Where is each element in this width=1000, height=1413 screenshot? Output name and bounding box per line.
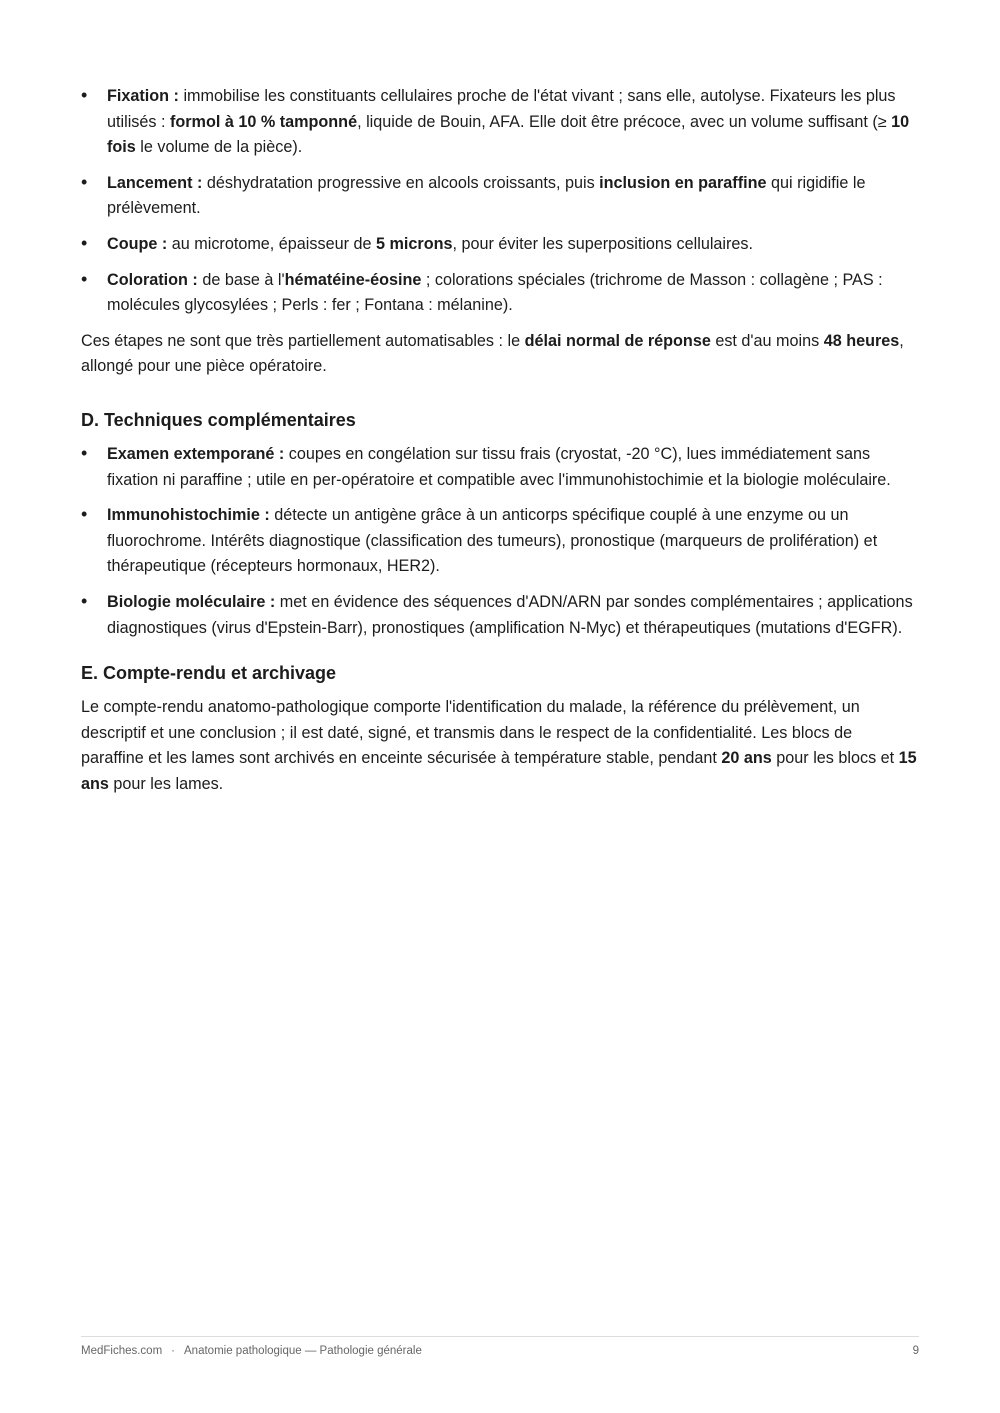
text-run: de base à l' <box>197 270 285 289</box>
bold-text-run: Fixation : <box>107 87 179 105</box>
text-run: qui rigidifie le prélèvement. <box>107 173 866 218</box>
list-item <box>81 171 919 222</box>
text-run: coupes en congélation sur tissu frais (cryostat, -20 °C), lues immédiatement sans fixation ni paraffine ; utile en per-opératoire et compatible avec l'immunohistochimie et la biologie moléculaire. <box>107 444 891 489</box>
bold-text-run: Coupe : <box>107 234 168 253</box>
bold-text-run: 10 fois <box>107 112 910 157</box>
document-page <box>81 84 919 797</box>
list-item <box>81 268 919 319</box>
text-run: , pour éviter les superpositions cellulaires. <box>452 234 753 253</box>
footer-site: MedFiches.com <box>81 1345 163 1357</box>
text-run: détecte un antigène grâce à un anticorps spécifique couplé à une enzyme ou un fluorochrome. Intérêts diagnostique (classification des tumeurs), pronostique (marqueurs de prolifération) et thérapeutique (récepteurs hormonaux, HER2). <box>107 506 878 576</box>
text-run: déshydratation progressive en alcools croissants, puis <box>202 173 600 192</box>
bold-text-run: Immunohistochimie : <box>107 506 270 525</box>
bold-text-run: Lancement : <box>107 173 203 192</box>
list-item <box>81 590 919 641</box>
text-run: immobilise les constituants cellulaires proche de l'état vivant ; sans elle, autolyse. Fixateurs les plus utilisés : <box>107 87 896 131</box>
text-run: est d'au moins <box>710 331 824 350</box>
bold-text-run: 5 microns <box>376 234 453 253</box>
text-run: ; colorations spéciales (trichrome de Masson : collagène ; PAS : molécules glycosylées ; Perls : fer ; Fontana : mélanine). <box>107 270 883 315</box>
bold-text-run: formol à 10 % tamponné <box>169 112 358 131</box>
text-run: le volume de la pièce). <box>135 138 303 157</box>
report-archiving-paragraph <box>81 695 919 797</box>
footer-source <box>81 1345 422 1357</box>
text-run: pour les blocs et <box>771 749 899 768</box>
text-run: , liquide de Bouin, AFA. Elle doit être précoce, avec un volume suffisant (≥ <box>357 112 892 131</box>
section-e-heading: E. Compte-rendu et archivage <box>81 663 337 684</box>
text-run: met en évidence des séquences d'ADN/ARN par sondes complémentaires ; applications diagnostiques (virus d'Epstein-Barr), pronostiques (amplification N-Myc) et thérapeutiques (mutations d'EGFR). <box>107 592 913 637</box>
page-number: 9 <box>912 1345 919 1357</box>
page-footer <box>81 1336 919 1357</box>
footer-subject: Anatomie pathologique — Pathologie générale <box>184 1345 422 1357</box>
bold-text-run: 48 heures <box>823 331 900 350</box>
footer-separator: · <box>171 1345 176 1357</box>
text-run: Ces étapes ne sont que très partiellement automatisables : le <box>81 331 525 350</box>
list-item <box>81 84 919 161</box>
text-run: , allongé pour une pièce opératoire. <box>81 331 904 376</box>
list-item <box>81 442 919 493</box>
section-d-heading: D. Techniques complémentaires <box>81 409 356 430</box>
bold-text-run: Coloration : <box>107 270 198 289</box>
bold-text-run: hématéine-éosine <box>284 270 422 289</box>
steps-note-paragraph <box>81 329 919 380</box>
text-run: Le compte-rendu anatomo-pathologique comporte l'identification du malade, la référence du prélèvement, un descriptif et une conclusion ; il est daté, signé, et transmis dans le respect de la confidentialité. Les blocs de paraffine et les lames sont archivés en enceinte sécurisée à température stable, pendant <box>81 698 860 768</box>
bold-text-run: Biologie moléculaire : <box>107 592 276 611</box>
complementary-techniques-list <box>81 442 919 641</box>
text-run: au microtome, épaisseur de <box>167 234 376 253</box>
technique-steps-list <box>81 84 919 319</box>
list-item <box>81 503 919 580</box>
bold-text-run: 20 ans <box>721 749 772 768</box>
bold-text-run: Examen extemporané : <box>107 444 285 463</box>
bold-text-run: délai normal de réponse <box>524 331 711 350</box>
list-item <box>81 232 919 258</box>
bold-text-run: inclusion en paraffine <box>599 173 767 192</box>
bold-text-run: 15 ans <box>81 749 917 793</box>
text-run: pour les lames. <box>108 774 224 793</box>
